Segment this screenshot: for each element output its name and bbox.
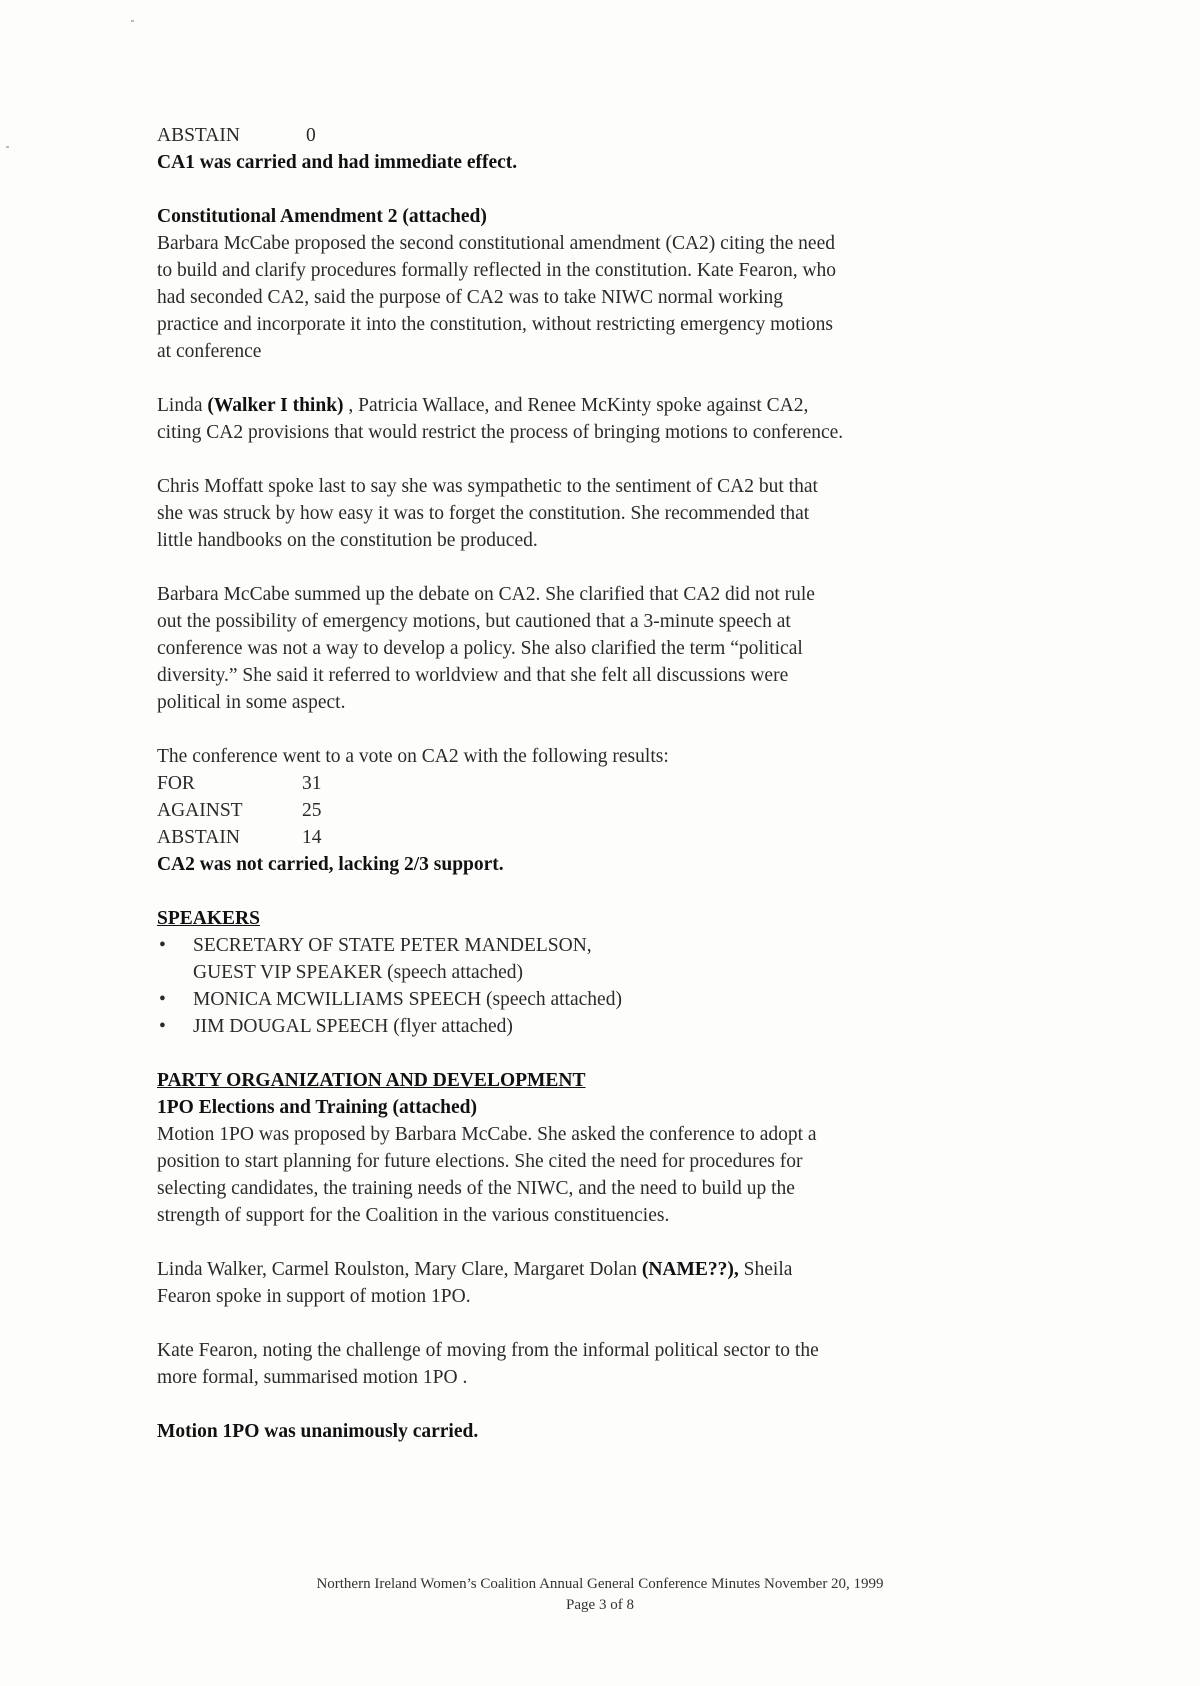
vote-label: FOR [157, 773, 195, 794]
page-number: Page 3 of 8 [566, 1597, 634, 1613]
vote-intro: The conference went to a vote on CA2 with the following results: [157, 746, 669, 767]
footer-title: Northern Ireland Women’s Coalition Annual General Conference Minutes November 20, 1999 [316, 1576, 884, 1592]
speakers-heading: SPEAKERS [157, 908, 260, 929]
vote-value: 25 [302, 800, 322, 821]
party-subheading: 1PO Elections and Training (attached) [157, 1097, 477, 1118]
vote-label: AGAINST [157, 800, 243, 821]
party-heading: PARTY ORGANIZATION AND DEVELOPMENT [157, 1070, 586, 1091]
ca1-abstain-row [157, 122, 1027, 149]
speakers-list [157, 932, 1027, 1040]
text-line: conference was not a way to develop a policy. She also clarified the term “political [157, 638, 803, 659]
speaker-line: MONICA MCWILLIAMS SPEECH (speech attached) [193, 989, 622, 1010]
scan-speck [131, 20, 134, 22]
text-line: position to start planning for future elections. She cited the need for procedures for [157, 1151, 803, 1172]
text-line: little handbooks on the constitution be produced. [157, 530, 538, 551]
speaker-line: SECRETARY OF STATE PETER MANDELSON, [193, 935, 592, 956]
text-line: Barbara McCabe proposed the second constitutional amendment (CA2) citing the need [157, 233, 835, 254]
text-line: Kate Fearon, noting the challenge of moving from the informal political sector to the [157, 1340, 819, 1361]
ca1-result: CA1 was carried and had immediate effect. [157, 152, 518, 173]
vote-row-for [157, 770, 1027, 797]
text-line: out the possibility of emergency motions, but cautioned that a 3-minute speech at [157, 611, 791, 632]
document-body [157, 122, 1027, 1445]
text-line: she was struck by how easy it was to forget the constitution. She recommended that [157, 503, 810, 524]
party-paragraph-2 [157, 1256, 1027, 1310]
vote-row-against [157, 797, 1027, 824]
text-line: to build and clarify procedures formally reflected in the constitution. Kate Fearon, who [157, 260, 837, 281]
text-line: Barbara McCabe summed up the debate on CA2. She clarified that CA2 did not rule [157, 584, 815, 605]
vote-value: 14 [302, 827, 322, 848]
vote-value: 0 [306, 125, 316, 146]
text-line [157, 392, 1027, 419]
editor-note: (Walker I think) [207, 395, 344, 416]
text-line: more formal, summarised motion 1PO . [157, 1367, 468, 1388]
ca2-paragraph-3 [157, 473, 1027, 554]
text-line: diversity.” She said it referred to worldview and that she felt all discussions were [157, 665, 789, 686]
list-item [157, 986, 1027, 1013]
text-line: at conference [157, 341, 262, 362]
speaker-line: JIM DOUGAL SPEECH (flyer attached) [193, 1016, 513, 1037]
party-paragraph-1 [157, 1121, 1027, 1229]
text-line: strength of support for the Coalition in the various constituencies. [157, 1205, 670, 1226]
text-line: political in some aspect. [157, 692, 346, 713]
bullet-icon: • [159, 1016, 166, 1037]
page-footer [0, 1574, 1200, 1616]
text-line: Chris Moffatt spoke last to say she was sympathetic to the sentiment of CA2 but that [157, 476, 818, 497]
vote-label: ABSTAIN [157, 125, 240, 146]
party-paragraph-3 [157, 1337, 1027, 1391]
text-run: Linda Walker, Carmel Roulston, Mary Clare, Margaret Dolan [157, 1259, 642, 1280]
text-line: Motion 1PO was proposed by Barbara McCabe. She asked the conference to adopt a [157, 1124, 817, 1145]
text-line: practice and incorporate it into the constitution, without restricting emergency motions [157, 314, 834, 335]
text-run: Sheila [738, 1259, 793, 1280]
ca2-heading: Constitutional Amendment 2 (attached) [157, 206, 487, 227]
list-item [157, 1013, 1027, 1040]
ca2-paragraph-4 [157, 581, 1027, 716]
editor-note: (NAME??), [641, 1259, 739, 1280]
list-item [157, 932, 1027, 986]
text-line: selecting candidates, the training needs of the NIWC, and the need to build up the [157, 1178, 795, 1199]
speaker-line: GUEST VIP SPEAKER (speech attached) [193, 962, 524, 983]
text-run: , Patricia Wallace, and Renee McKinty spoke against CA2, [343, 395, 809, 416]
ca2-paragraph-1 [157, 230, 1027, 365]
party-result: Motion 1PO was unanimously carried. [157, 1421, 479, 1442]
vote-row-abstain [157, 824, 1027, 851]
bullet-icon: • [159, 935, 166, 956]
text-line: had seconded CA2, said the purpose of CA2 was to take NIWC normal working [157, 287, 784, 308]
text-line: Fearon spoke in support of motion 1PO. [157, 1286, 471, 1307]
ca2-result: CA2 was not carried, lacking 2/3 support. [157, 854, 504, 875]
ca2-paragraph-2 [157, 392, 1027, 446]
vote-label: ABSTAIN [157, 827, 240, 848]
bullet-icon: • [159, 989, 166, 1010]
vote-value: 31 [302, 773, 322, 794]
text-line [157, 1256, 1027, 1283]
text-line: citing CA2 provisions that would restrict the process of bringing motions to conference. [157, 422, 844, 443]
scan-speck [6, 146, 9, 148]
text-run: Linda [157, 395, 208, 416]
